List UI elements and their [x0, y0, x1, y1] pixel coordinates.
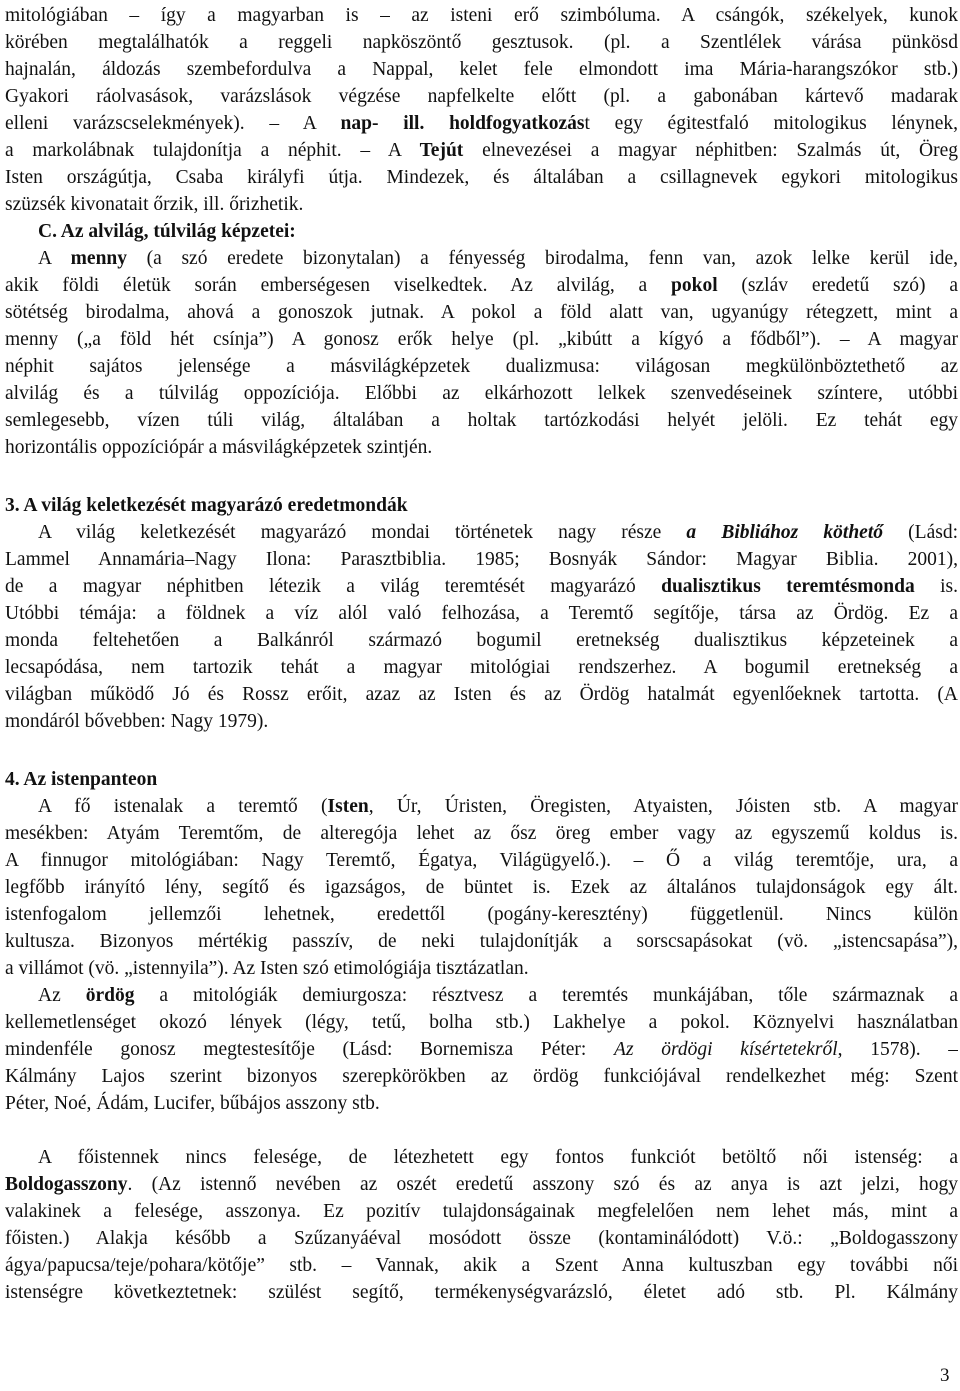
- text-line: a markolábnak tulajdonítja a néphit. – A Tejút elnevezései a magyar néphitben: Szalmás út, Öreg: [5, 140, 958, 161]
- text-line: szüzsék kivonatait őrzik, ill. őrizhetik.: [5, 194, 304, 215]
- text-line: Isten országútja, Csaba királyfi útja. Mindezek, és általában a csillagnevek egykori mitologikus: [5, 167, 958, 188]
- text-line: lecsapódása, nem tartozik tehát a magyar mitológiai rendszerhez. A bogumil eretnekség a: [5, 657, 958, 678]
- text-line: mondáról bővebben: Nagy 1979).: [5, 711, 269, 732]
- text-line: mitológiában – így a magyarban is – az isteni erő szimbóluma. A csángók, székelyek, kunok: [5, 5, 958, 26]
- text-line: Boldogasszony. (Az istennő nevében az oszét eredetű asszony szó és az anya is azt jelzi, hogy: [5, 1174, 958, 1195]
- text-line: körében megtalálhatók a reggeli napköszöntő gesztusok. (pl. a Szentlélek várása pünkösd: [5, 32, 958, 53]
- text-line: istenségre következtetnek: szülést segítő, termékenységvarázsló, életet adó stb. Pl. Kálmány: [5, 1282, 958, 1303]
- text-line: Gyakori ráolvasások, varázslások végzése napfelkelte előtt (pl. a gabonában kártevő madarak: [5, 86, 958, 107]
- text-line: Kálmány Lajos szerint bizonyos szerepkörökben az ördög funkciójával rendelkezhet még: Szent: [5, 1066, 958, 1087]
- text-line: semlegesebb, vízen túli világ, általában a holtak tartózkodási helyét jelöli. Ez tehát egy: [5, 410, 958, 431]
- text-line: a villámot (vö. „istennyila”). Az Isten szó etimológiája tisztázatlan.: [5, 958, 529, 979]
- text-line: C. Az alvilág, túlvilág képzetei:: [38, 221, 296, 242]
- text-line: elleni varázscselekmények). – A nap- ill. holdfogyatkozást egy égitestfaló mitologikus lénynek,: [5, 113, 958, 134]
- text-line: A menny (a szó eredete bizonytalan) a fényesség birodalma, fenn van, azok lelke kerül ide,: [38, 248, 958, 269]
- text-line: sötétség birodalma, ahová a gonoszok jutnak. A pokol a föld alatt van, ugyanúgy rétegzett, mint a: [5, 302, 958, 323]
- text-line: kultusza. Bizonyos mértékig passzív, de neki tulajdonítják a sorscsapásokat (vö. „istencsapása”),: [5, 931, 958, 952]
- text-line: kellemetlenséget okozó lények (légy, tetű, bolha stb.) Lakhelye a pokol. Köznyelvi használatban: [5, 1012, 958, 1033]
- text-line: de a magyar néphitben létezik a világ teremtését magyarázó dualisztikus teremtésmonda is.: [5, 576, 958, 597]
- text-line: menny („a föld hét csínja”) A gonosz erők helye (pl. „kibútt a kígyó a fődből”). – A magyar: [5, 329, 958, 350]
- text-line: A főistennek nincs felesége, de létezhetett egy fontos funkciót betöltő női istenség: a: [38, 1147, 958, 1168]
- text-line: horizontális oppozíciópár a másvilágképzetek szintjén.: [5, 437, 433, 458]
- text-line: monda feltehetően a Balkánról származó bogumil eretnekség dualisztikus képzeteinek a: [5, 630, 958, 651]
- text-line: 4. Az istenpanteon: [5, 769, 158, 790]
- text-line: mesékben: Atyám Teremtőm, de alteregója lehet az ősz öreg ember vagy az egyszemű koldus is.: [5, 823, 958, 844]
- text-line: Az ördög a mitológiák demiurgosza: résztvesz a teremtés munkájában, tőle származnak a: [38, 985, 958, 1006]
- page-number: 3: [940, 1365, 950, 1386]
- text-line: valakinek a felesége, asszonya. Ez pozitív tulajdonságainak megfelelően nem lehet más, mint a: [5, 1201, 958, 1222]
- text-line: A fő istenalak a teremtő (Isten, Úr, Úristen, Öregisten, Atyaisten, Jóisten stb. A magyar: [38, 796, 958, 817]
- text-line: hajnalán, áldozás szembefordulva a Nappal, kelet fele elmondott ima Mária-harangszókor stb.): [5, 59, 958, 80]
- text-line: Lammel Annamária–Nagy Ilona: Parasztbiblia. 1985; Bosnyák Sándor: Magyar Biblia. 2001),: [5, 549, 958, 570]
- text-line: 3. A világ keletkezését magyarázó eredetmondák: [5, 495, 408, 516]
- text-line: legfőbb irányító lény, segítő és igazságos, de büntet is. Ezek az általános tulajdonságok egy ált.: [5, 877, 958, 898]
- text-line: világban működő Jó és Rossz erőit, azaz az Isten és az Ördög hatalmát egyenlőeknek tartotta. (A: [5, 684, 958, 705]
- text-line: Utóbbi témája: a földnek a víz alól való felhozása, a Teremtő segítője, társa az Ördög. Ez a: [5, 603, 958, 624]
- text-line: Péter, Noé, Ádám, Lucifer, bűbájos asszony stb.: [5, 1093, 380, 1114]
- text-line: alvilág és a túlvilág oppozíciója. Előbbi az elkárhozott lelkek szenvedéseinek színtere, utóbbi: [5, 383, 958, 404]
- text-line: akik földi életük során emberségesen viselkedtek. Az alvilág, a pokol (szláv eredetű szó) a: [5, 275, 958, 296]
- text-line: néphit sajátos jelensége a másvilágképzetek dualizmusa: világosan megkülönböztethető az: [5, 356, 958, 377]
- text-line: A világ keletkezését magyarázó mondai történetek nagy része a Bibliához köthető (Lásd:: [38, 522, 958, 543]
- text-line: istenfogalom jellemzői lehetnek, eredettől (pogány-keresztény) függetlenül. Nincs külön: [5, 904, 958, 925]
- text-line: mindenféle gonosz megtestesítője (Lásd: Bornemisza Péter: Az ördögi kísértetekről, 1578). –: [5, 1039, 958, 1060]
- text-line: A finnugor mitológiában: Nagy Teremtő, Égatya, Világügyelő.). – Ő a világ teremtője, ura, a: [5, 850, 958, 871]
- text-line: főisten.) Alakja később a Szűzanyáéval mosódott össze (kontaminálódott) V.ö.: „Boldogasszony: [5, 1228, 958, 1249]
- text-line: ágya/papucsa/teje/pohara/kötője” stb. – Vannak, akik a Szent Anna kultuszban egy további női: [5, 1255, 958, 1276]
